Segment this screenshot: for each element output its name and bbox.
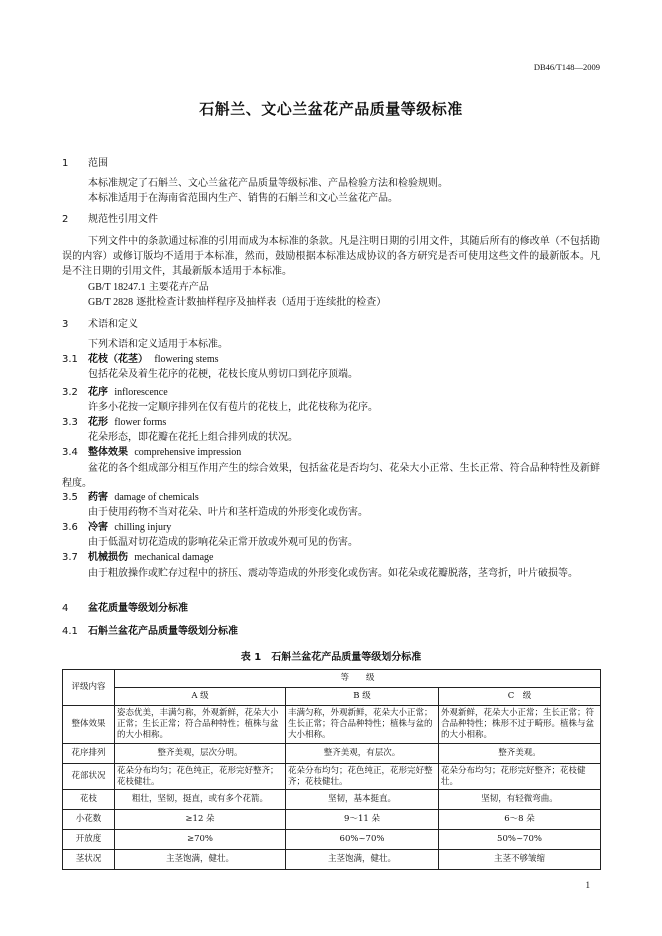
section-4-heading: 4 盆花质量等级划分标准 bbox=[62, 603, 188, 614]
cell-grade-a: 花朵分布均匀；花色纯正，花形完好整齐；花枝健壮。 bbox=[115, 764, 286, 790]
table-caption: 表 1 石斛兰盆花产品质量等级划分标准 bbox=[240, 652, 422, 663]
document-title: 石斛兰、文心兰盆花产品质量等级标准 bbox=[199, 100, 463, 118]
table-row bbox=[63, 830, 601, 850]
cell-grade-c: 50%~70% bbox=[439, 830, 601, 850]
table-header-row bbox=[63, 670, 601, 688]
page-number: 1 bbox=[585, 880, 590, 890]
section-4-1-heading: 4.1 石斛兰盆花产品质量等级划分标准 bbox=[62, 626, 238, 637]
row-label: 花序排列 bbox=[63, 744, 115, 764]
term-3-4-definition: 盆花的各个组成部分相互作用产生的综合效果，包括盆花是否均匀、花朵大小正常、生长正常、符合品种特性及新鲜程度。 bbox=[62, 463, 600, 489]
cell-grade-a: 主茎饱满，健壮。 bbox=[115, 850, 286, 870]
table-row bbox=[63, 850, 601, 870]
header-eval-item: 评级内容 bbox=[63, 670, 115, 706]
section-3-intro: 下列术语和定义适用于本标准。 bbox=[88, 339, 228, 350]
cell-grade-b: 9～11 朵 bbox=[286, 810, 439, 830]
cell-grade-b: 主茎饱满，健壮。 bbox=[286, 850, 439, 870]
term-3-7-heading: 3.7 机械损伤 mechanical damage bbox=[62, 552, 214, 563]
cell-grade-b: 60%~70% bbox=[286, 830, 439, 850]
row-label: 花枝 bbox=[63, 790, 115, 810]
table-row bbox=[63, 706, 601, 744]
term-3-6-heading: 3.6 冷害 chilling injury bbox=[62, 522, 172, 533]
cell-grade-c: 外观新鲜，花朵大小正常；生长正常；符合品种特性；株形不过于畸形。植株与盆的大小相称。 bbox=[439, 706, 601, 744]
cell-grade-c: 花朵分布均匀；花形完好整齐；花枝健壮。 bbox=[439, 764, 601, 790]
term-3-6-definition: 由于低温对切花造成的影响花朵正常开放或外观可见的伤害。 bbox=[88, 537, 358, 548]
standard-code: DB46/T148—2009 bbox=[533, 62, 600, 72]
cell-grade-c: 主茎不够皱缩 bbox=[439, 850, 601, 870]
cell-grade-a: ≥12 朵 bbox=[115, 810, 286, 830]
term-3-1-definition: 包括花朵及着生花序的花梗，花枝长度从剪切口到花序顶端。 bbox=[88, 369, 358, 380]
cell-grade-c: 坚韧，有轻微弯曲。 bbox=[439, 790, 601, 810]
cell-grade-a: 粗壮，坚韧，挺直，或有多个花箭。 bbox=[115, 790, 286, 810]
section-1-para-1: 本标准规定了石斛兰、文心兰盆花产品质量等级标准、产品检验方法和检验规则。 bbox=[88, 178, 448, 189]
table-row bbox=[63, 810, 601, 830]
section-1-heading: 1 范围 bbox=[62, 158, 108, 169]
term-3-3-definition: 花朵形态，即花瓣在花托上组合排列成的状况。 bbox=[88, 432, 298, 443]
row-label: 开放度 bbox=[63, 830, 115, 850]
term-3-4-heading: 3.4 整体效果 comprehensive impression bbox=[62, 447, 242, 458]
row-label: 花部状况 bbox=[63, 764, 115, 790]
row-label: 整体效果 bbox=[63, 706, 115, 744]
term-3-2-definition: 许多小花按一定顺序排列在仅有苞片的花枝上，此花枝称为花序。 bbox=[88, 402, 378, 413]
section-2-heading: 2 规范性引用文件 bbox=[62, 214, 158, 225]
reference-1: GB/T 18247.1 主要花卉产品 bbox=[88, 282, 209, 293]
term-3-5-definition: 由于使用药物不当对花朵、叶片和茎杆造成的外形变化或伤害。 bbox=[88, 507, 368, 518]
table-row bbox=[63, 744, 601, 764]
cell-grade-b: 花朵分布均匀；花色纯正，花形完好整齐；花枝健壮。 bbox=[286, 764, 439, 790]
row-label: 茎状况 bbox=[63, 850, 115, 870]
cell-grade-a: ≥70% bbox=[115, 830, 286, 850]
term-3-5-heading: 3.5 药害 damage of chemicals bbox=[62, 492, 199, 503]
cell-grade-b: 坚韧，基本挺直。 bbox=[286, 790, 439, 810]
section-1-para-2: 本标准适用于在海南省范围内生产、销售的石斛兰和文心兰盆花产品。 bbox=[88, 193, 398, 204]
header-grade-a: A 级 bbox=[115, 688, 286, 706]
term-3-1-heading: 3.1 花枝（花茎） flowering stems bbox=[62, 354, 219, 365]
cell-grade-a: 整齐美观，层次分明。 bbox=[115, 744, 286, 764]
cell-grade-c: 6～8 朵 bbox=[439, 810, 601, 830]
reference-2: GB/T 2828 逐批检查计数抽样程序及抽样表（适用于连续批的检查） bbox=[88, 297, 387, 308]
cell-grade-b: 整齐美观，有层次。 bbox=[286, 744, 439, 764]
table-grade-row bbox=[63, 688, 601, 706]
cell-grade-a: 姿态优美，丰满匀称，外观新鲜，花朵大小正常；生长正常；符合品种特性；植株与盆的大小相称。 bbox=[115, 706, 286, 744]
term-3-7-definition: 由于粗放操作或贮存过程中的挤压、震动等造成的外形变化或伤害。如花朵或花瓣脱落，茎弯折，叶片破损等。 bbox=[88, 568, 578, 579]
table-row bbox=[63, 790, 601, 810]
term-3-3-heading: 3.3 花形 flower forms bbox=[62, 417, 167, 428]
row-label: 小花数 bbox=[63, 810, 115, 830]
cell-grade-b: 丰满匀称，外观新鲜，花朵大小正常；生长正常；符合品种特性；植株与盆的大小相称。 bbox=[286, 706, 439, 744]
header-grade-c: C 级 bbox=[439, 688, 601, 706]
section-3-heading: 3 术语和定义 bbox=[62, 319, 138, 330]
cell-grade-c: 整齐美观。 bbox=[439, 744, 601, 764]
header-grade: 等 级 bbox=[115, 670, 601, 688]
header-grade-b: B 级 bbox=[286, 688, 439, 706]
term-3-2-heading: 3.2 花序 inflorescence bbox=[62, 387, 168, 398]
table-row bbox=[63, 764, 601, 790]
grade-table bbox=[62, 669, 601, 870]
section-2-para-1: 下列文件中的条款通过标准的引用而成为本标准的条款。凡是注明日期的引用文件，其随后所有的修改单（不包括勘误的内容）或修订版均不适用于本标准，然而，鼓励根据本标准达成协议的各方研究是否可使用这些文件的最新版本。凡是不注日期的引用文件，其最新版本适用于本标准。 bbox=[62, 236, 600, 277]
